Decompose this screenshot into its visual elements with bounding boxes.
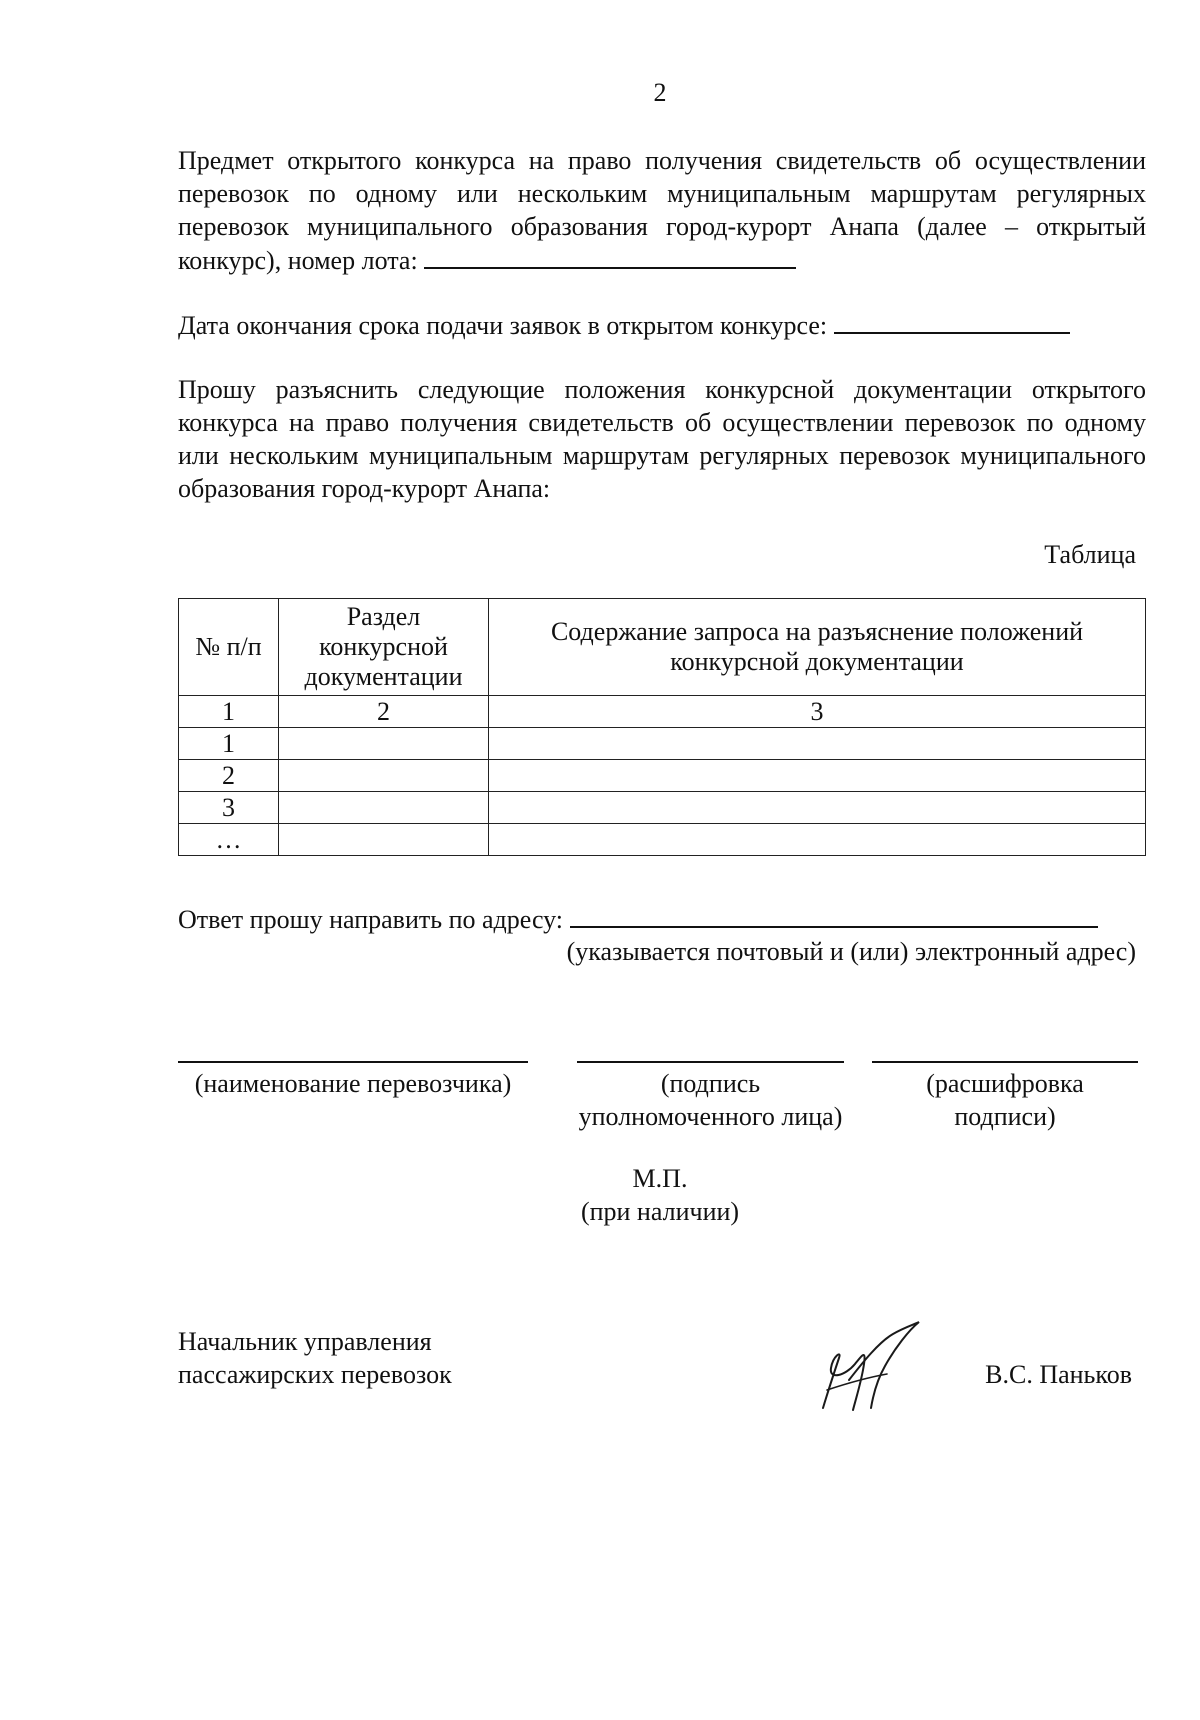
header-content: Содержание запроса на разъяснение положений конкурсной документации [489,599,1146,696]
official-position [178,1325,452,1391]
table-cell: 2 [179,760,279,792]
position-line1: Начальник управления [178,1327,432,1356]
table-cell[interactable] [489,728,1146,760]
decode-line[interactable] [872,1061,1138,1063]
deadline-field[interactable] [834,308,1070,334]
stamp-label: М.П. [632,1164,688,1193]
table-cell[interactable] [279,792,489,824]
table-cell: 1 [179,728,279,760]
subject-text: Предмет открытого конкурса на право получения свидетельств об осуществлении перевозок по одному или нескольким муниципальным маршрутам регулярных перевозок муниципального образования город-курорт Анапа (далее – открытый конкурс), номер лота: [178,146,1146,275]
stamp-block [560,1162,760,1228]
reply-address-field[interactable] [570,902,1098,928]
position-line2: пассажирских перевозок [178,1360,452,1389]
deadline-paragraph [178,308,1146,342]
table-row [179,728,1146,760]
signature-line[interactable] [577,1061,844,1063]
decode-label [872,1067,1138,1133]
clarification-table [178,598,1146,856]
table-caption: Таблица [1044,540,1136,569]
table-cell: 3 [489,696,1146,728]
header-section: Раздел конкурсной документации [279,599,489,696]
stamp-note: (при наличии) [580,1197,740,1226]
table-row [179,792,1146,824]
lot-number-field[interactable] [424,243,796,269]
column-numbering-row [179,696,1146,728]
official-name: В.С. Паньков [985,1360,1132,1389]
table-row [179,824,1146,856]
table-cell[interactable] [489,760,1146,792]
handwritten-signature [815,1318,925,1418]
reply-line [178,902,1146,936]
table-cell: 1 [179,696,279,728]
signature-label-line1: (подпись [660,1069,761,1098]
table-row [179,760,1146,792]
table-cell[interactable] [489,792,1146,824]
table-cell[interactable] [279,824,489,856]
header-number: № п/п [179,599,279,696]
table-cell[interactable] [279,760,489,792]
reply-hint: (указывается почтовый и (или) электронный адрес) [566,937,1136,966]
table-cell: … [179,824,279,856]
table-cell: 2 [279,696,489,728]
table-cell[interactable] [279,728,489,760]
table-header-row [179,599,1146,696]
table-cell: 3 [179,792,279,824]
table-cell[interactable] [489,824,1146,856]
carrier-name-label: (наименование перевозчика) [194,1069,512,1098]
page-number: 2 [653,78,667,107]
carrier-name-line[interactable] [178,1061,528,1063]
decode-label-line1: (расшифровка [926,1069,1084,1098]
deadline-text: Дата окончания срока подачи заявок в открытом конкурсе: [178,311,828,340]
decode-label-line2: подписи) [954,1102,1056,1131]
request-paragraph: Прошу разъяснить следующие положения конкурсной документации открытого конкурса на право получения свидетельств об осуществлении перевозок по одному или нескольким муниципальным маршрутам регулярных перевозок муниципального образования город-курорт Анапа: [178,375,1146,503]
signature-label-line2: уполномоченного лица) [578,1102,843,1131]
signature-label [562,1067,859,1133]
subject-paragraph [178,144,1146,277]
reply-text: Ответ прошу направить по адресу: [178,905,564,934]
